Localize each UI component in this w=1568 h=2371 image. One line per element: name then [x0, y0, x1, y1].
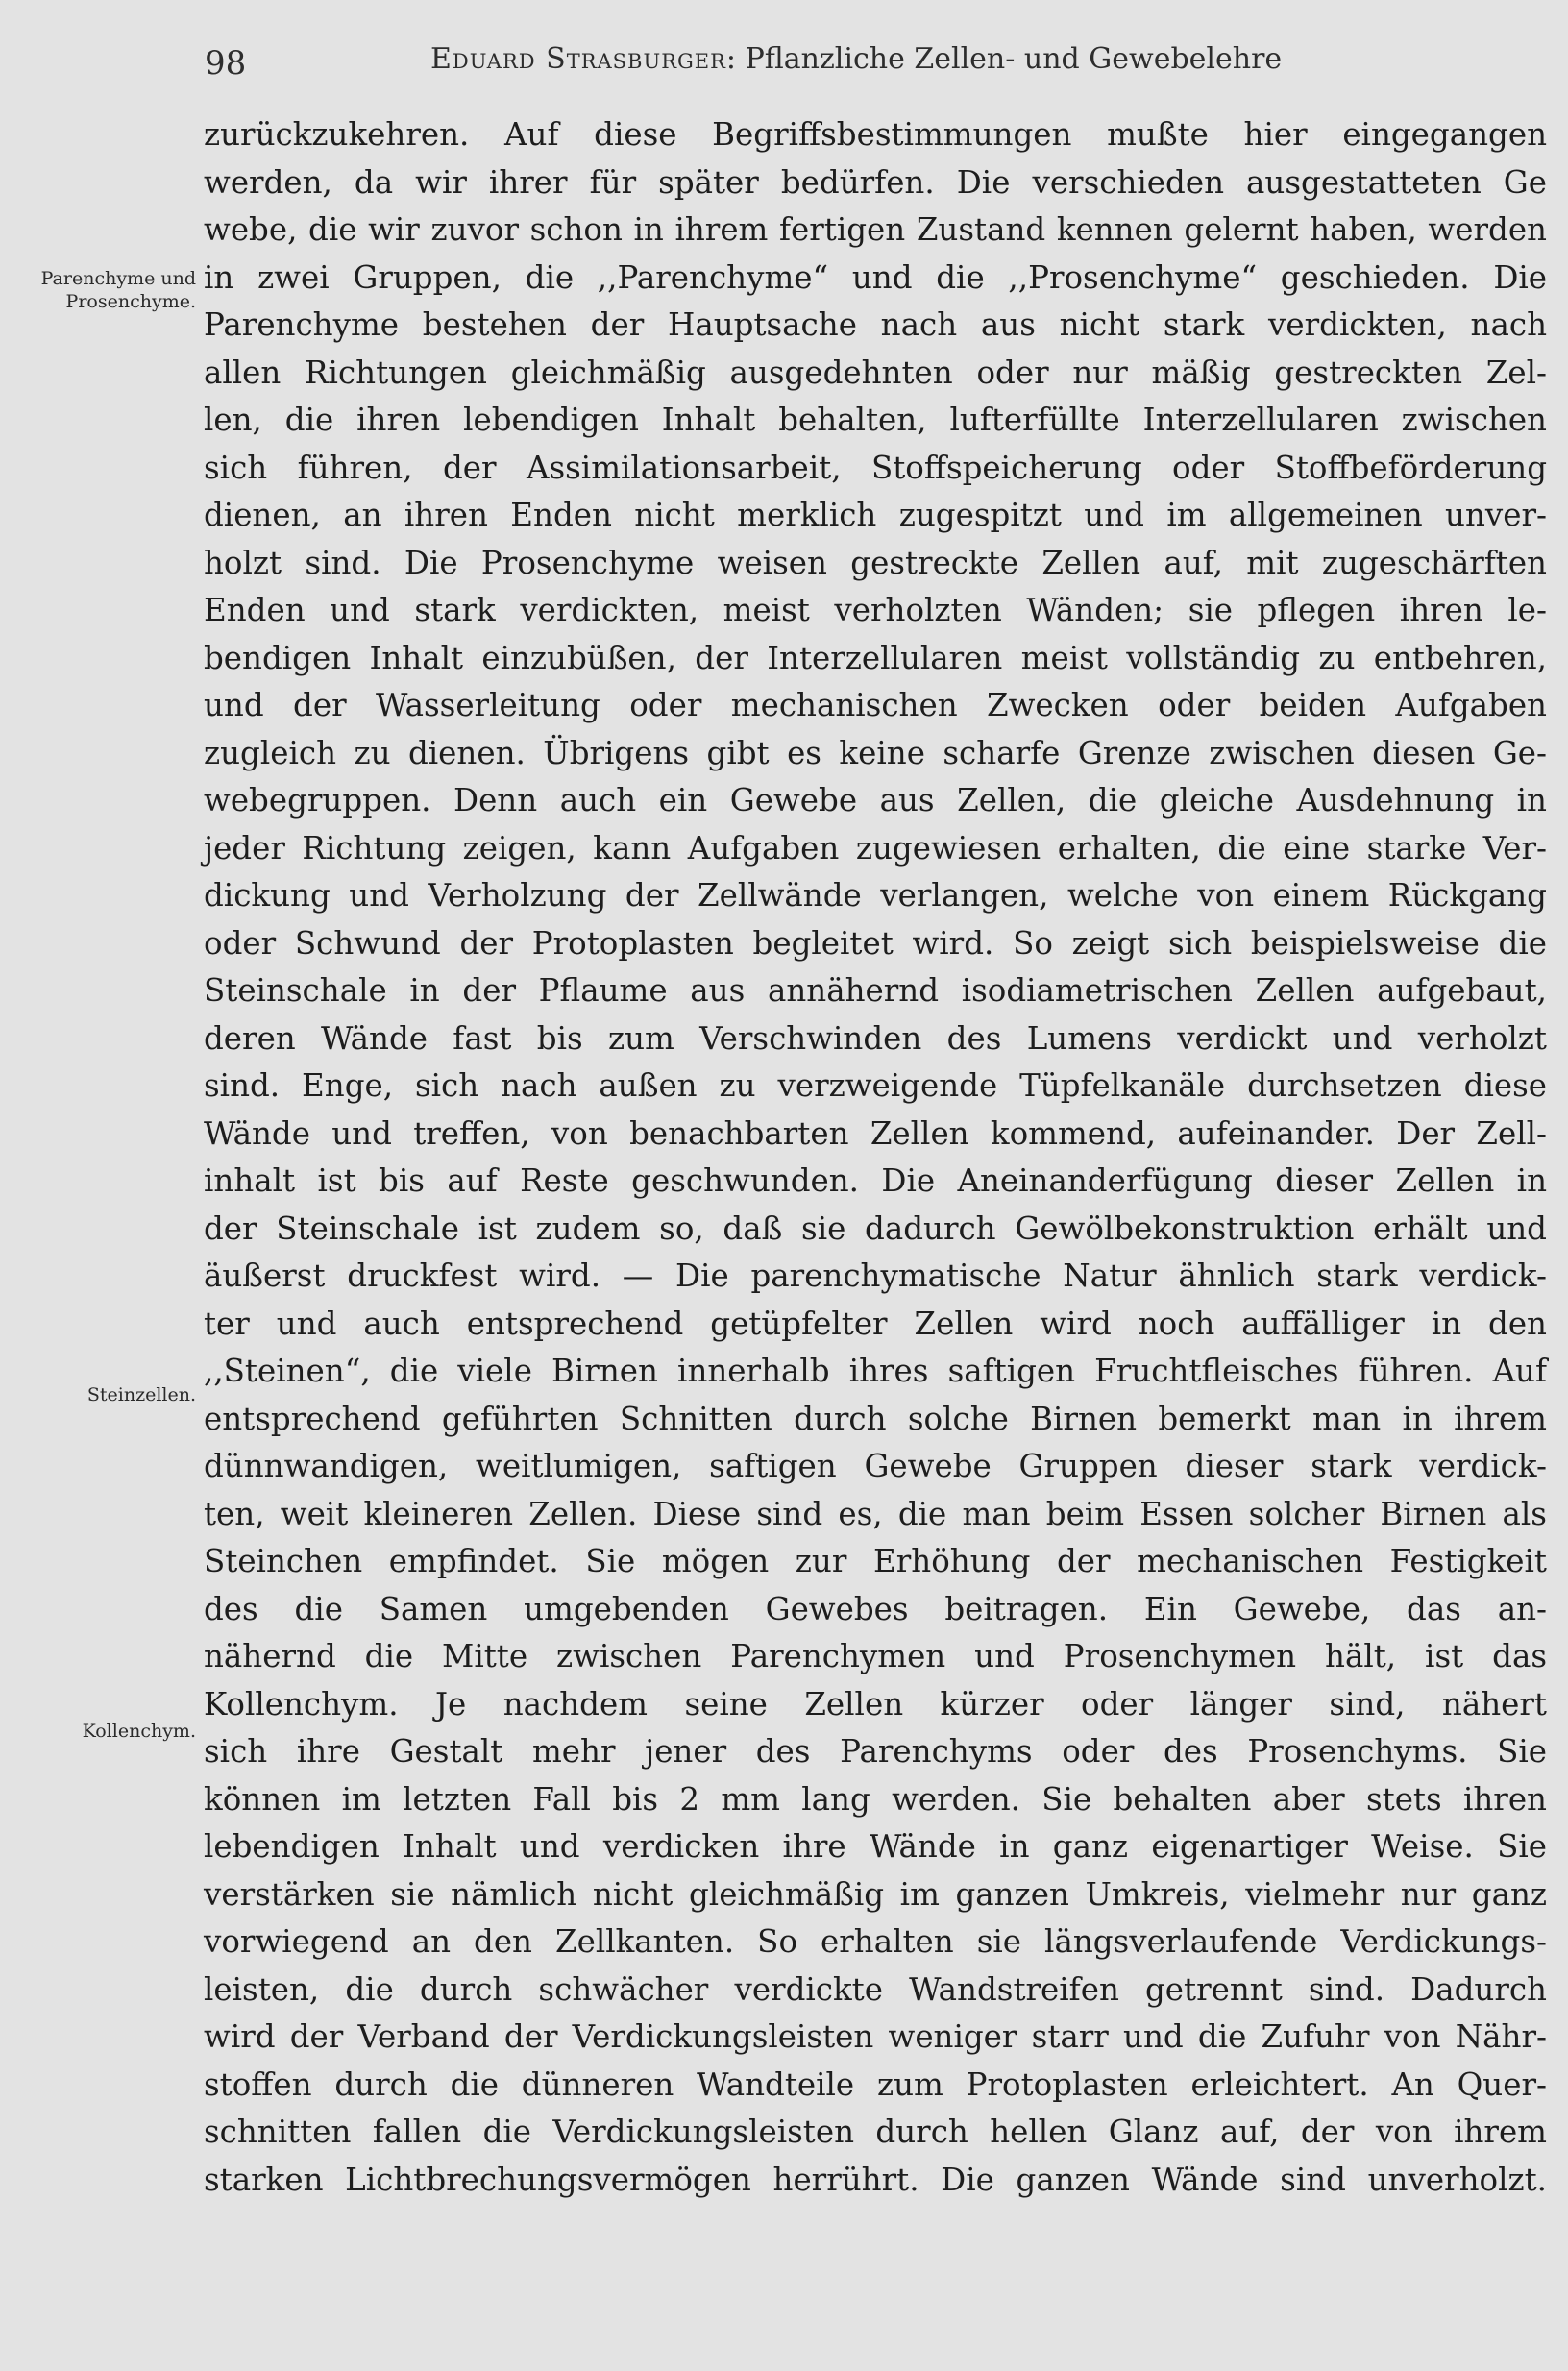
text-line: Wände und treffen, von benachbarten Zellen kommend, aufeinander. Der Zell-	[204, 1114, 1547, 1152]
text-line: ten, weit kleineren Zellen. Diese sind es, die man beim Essen solcher Birnen als	[204, 1495, 1547, 1532]
text-line: dickung und Verholzung der Zellwände verlangen, welche von einem Rückgang	[204, 877, 1547, 914]
margin-note-kollenchym-text: Kollenchym.	[82, 1721, 196, 1742]
text-line: oder Schwund der Protoplasten begleitet wird. So zeigt sich beispielsweise die	[204, 924, 1547, 962]
text-line: ter und auch entsprechend getüpfelter Zellen wird noch auffälliger in den	[204, 1305, 1547, 1342]
text-line: nähernd die Mitte zwischen Parenchymen und Prosenchymen hält, ist das	[204, 1638, 1547, 1674]
text-line: können im letzten Fall bis 2 mm lang werden. Sie behalten aber stets ihren	[204, 1780, 1547, 1818]
text-line: jeder Richtung zeigen, kann Aufgaben zugewiesen erhalten, die eine starke Ver-	[204, 829, 1547, 867]
margin-note-parenchyme	[0, 267, 196, 313]
text-line: leisten, die durch schwächer verdickte Wandstreifen getrennt sind. Dadurch	[204, 1970, 1547, 2008]
text-line: zugleich zu dienen. Übrigens gibt es keine scharfe Grenze zwischen diesen Ge-	[204, 734, 1547, 771]
text-line: dienen, an ihren Enden nicht merklich zugespitzt und im allgemeinen unver-	[204, 497, 1547, 533]
page-header	[205, 35, 1319, 81]
margin-note-kollenchym	[0, 1720, 196, 1743]
text-line: schnitten fallen die Verdickungsleisten durch hellen Glanz auf, der von ihrem	[204, 2114, 1547, 2150]
running-head-title: : Pflanzliche Zellen- und Gewebelehre	[725, 42, 1283, 76]
body-text	[204, 111, 1547, 2204]
text-line: des die Samen umgebenden Gewebes beitragen. Ein Gewebe, das an-	[204, 1590, 1547, 1627]
text-line: der Steinschale ist zudem so, daß sie dadurch Gewölbekonstruktion erhält und	[204, 1210, 1547, 1247]
text-line: holzt sind. Die Prosenchyme weisen gestreckte Zellen auf, mit zugeschärften	[204, 544, 1547, 581]
text-line: Kollenchym. Je nachdem seine Zellen kürzer oder länger sind, nähert	[204, 1685, 1547, 1723]
text-line: ,,Steinen“, die viele Birnen innerhalb ihres saftigen Fruchtfleisches führen. Auf	[204, 1353, 1547, 1389]
text-line: Enden und stark verdickten, meist verholzten Wänden; sie pflegen ihren le-	[204, 592, 1547, 628]
margin-note-steinzellen	[0, 1383, 196, 1406]
text-line: sich ihre Gestalt mehr jener des Parenchyms oder des Prosenchyms. Sie	[204, 1733, 1547, 1770]
text-line: in zwei Gruppen, die ,,Parenchyme“ und die ,,Prosenchyme“ geschieden. Die	[204, 258, 1547, 296]
text-line: und der Wasserleitung oder mechanischen Zwecken oder beiden Aufgaben	[204, 687, 1547, 723]
text-line: verstärken sie nämlich nicht gleichmäßig im ganzen Umkreis, vielmehr nur ganz	[204, 1875, 1547, 1913]
text-line: dünnwandigen, weitlumigen, saftigen Gewebe Gruppen dieser stark verdick-	[204, 1448, 1547, 1484]
text-line: entsprechend geführten Schnitten durch solche Birnen bemerkt man in ihrem	[204, 1400, 1547, 1437]
text-line: len, die ihren lebendigen Inhalt behalten, lufterfüllte Interzellularen zwischen	[204, 402, 1547, 438]
text-line: webe, die wir zuvor schon in ihrem fertigen Zustand kennen gelernt haben, werden	[204, 211, 1547, 248]
text-line: wird der Verband der Verdickungsleisten weniger starr und die Zufuhr von Nähr-	[204, 2018, 1547, 2055]
margin-note-parenchyme-line1: Parenchyme und	[40, 268, 196, 289]
text-line: webegruppen. Denn auch ein Gewebe aus Zellen, die gleiche Ausdehnung in	[204, 782, 1547, 819]
margin-note-steinzellen-text: Steinzellen.	[86, 1384, 196, 1405]
text-line: äußerst druckfest wird. — Die parenchymatische Natur ähnlich stark verdick-	[204, 1258, 1547, 1294]
text-line: sind. Enge, sich nach außen zu verzweigende Tüpfelkanäle durchsetzen diese	[204, 1067, 1547, 1104]
text-line: lebendigen Inhalt und verdicken ihre Wände in ganz eigenartiger Weise. Sie	[204, 1828, 1547, 1865]
page-number: 98	[205, 44, 247, 83]
text-line: zurückzukehren. Auf diese Begriffsbestimmungen mußte hier eingegangen	[204, 116, 1547, 153]
text-line: inhalt ist bis auf Reste geschwunden. Die Aneinanderfügung dieser Zellen in	[204, 1162, 1547, 1199]
text-line: starken Lichtbrechungsvermögen herrührt. Die ganzen Wände sind unverholzt.	[204, 2161, 1547, 2198]
running-head-author: Eduard Strasburger	[430, 42, 726, 76]
running-head	[430, 42, 1282, 76]
text-line: sich führen, der Assimilationsarbeit, Stoffspeicherung oder Stoffbeförderung	[204, 449, 1547, 486]
text-line: Steinschale in der Pflaume aus annähernd isodiametrischen Zellen aufgebaut,	[204, 972, 1547, 1009]
text-line: werden, da wir ihrer für später bedürfen. Die verschieden ausgestatteten Ge	[204, 163, 1547, 201]
text-line: Steinchen empfindet. Sie mögen zur Erhöhung der mechanischen Festigkeit	[204, 1543, 1547, 1579]
text-line: allen Richtungen gleichmäßig ausgedehnten oder nur mäßig gestreckten Zel-	[204, 354, 1547, 391]
text-line: Parenchyme bestehen der Hauptsache nach aus nicht stark verdickten, nach	[204, 306, 1547, 343]
text-line: stoffen durch die dünneren Wandteile zum Protoplasten erleichtert. An Quer-	[204, 2065, 1547, 2103]
text-line: bendigen Inhalt einzubüßen, der Interzellularen meist vollständig zu entbehren,	[204, 639, 1547, 676]
margin-note-parenchyme-line2: Prosenchyme.	[65, 291, 196, 312]
text-line: vorwiegend an den Zellkanten. So erhalten sie längsverlaufende Verdickungs-	[204, 1923, 1547, 1960]
text-line: deren Wände fast bis zum Verschwinden des Lumens verdickt und verholzt	[204, 1019, 1547, 1057]
